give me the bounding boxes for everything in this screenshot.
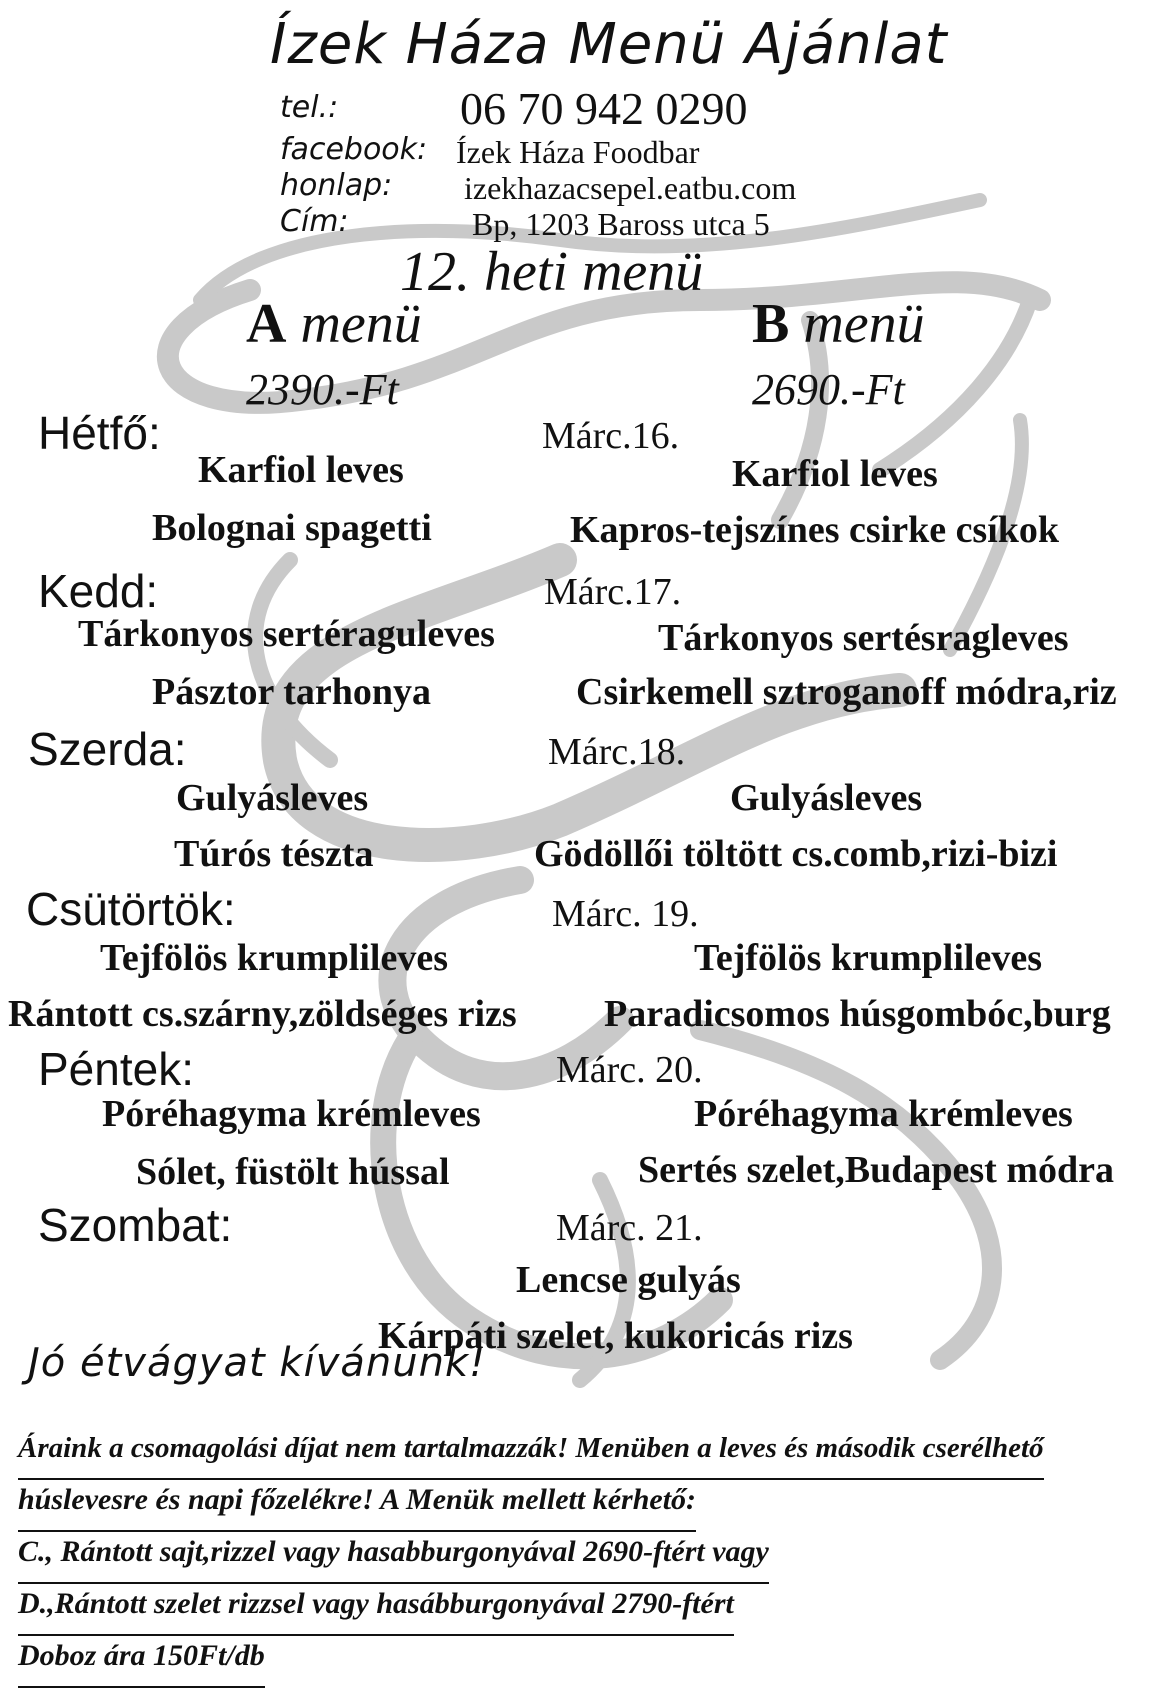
tuesday-a-main: Pásztor tarhonya: [152, 671, 431, 713]
notes-section: [18, 1428, 1176, 1688]
day-name-wednesday: Szerda:: [28, 723, 187, 775]
day-name-monday: Hétfő:: [38, 407, 161, 459]
day-date-friday: Márc. 20.: [556, 1049, 703, 1091]
monday-b-main: Kapros-tejszínes csirke csíkok: [570, 509, 1060, 551]
note-line: Doboz ára 150Ft/db: [18, 1636, 265, 1688]
contact-label-address: Cím:: [280, 204, 349, 239]
wednesday-b-soup: Gulyásleves: [730, 777, 923, 819]
thursday-b-main: Paradicsomos húsgombóc,burg: [604, 993, 1111, 1035]
week-menu-heading: 12. heti menü: [400, 241, 704, 303]
menu-b-heading: [752, 292, 925, 356]
saturday-soup: Lencse gulyás: [516, 1259, 741, 1301]
note-line: C., Rántott sajt,rizzel vagy hasabburgonyával 2690-ftért vagy: [18, 1532, 769, 1584]
wednesday-a-soup: Gulyásleves: [176, 777, 369, 819]
day-date-saturday: Márc. 21.: [556, 1207, 703, 1249]
contact-label-facebook: facebook:: [280, 132, 428, 167]
day-date-wednesday: Márc.18.: [548, 731, 686, 773]
menu-a-price: 2390.-Ft: [246, 365, 399, 414]
contact-value-tel: 06 70 942 0290: [460, 83, 748, 134]
day-date-thursday: Márc. 19.: [552, 893, 699, 935]
contact-value-website: izekhazacsepel.eatbu.com: [464, 170, 797, 206]
day-date-tuesday: Márc.17.: [544, 571, 682, 613]
wednesday-a-main: Túrós tészta: [174, 833, 374, 875]
menu-a-word: menü: [300, 293, 422, 355]
closing-greeting: Jó étvágyat kívánunk!: [28, 1340, 487, 1386]
note-line: D.,Rántott szelet rizzsel vagy hasábburgonyával 2790-ftért: [18, 1584, 734, 1636]
menu-b-letter: B: [752, 293, 790, 355]
tuesday-a-soup: Tárkonyos sertéraguleves: [78, 613, 495, 655]
wednesday-b-main: Gödöllői töltött cs.comb,rizi-bizi: [534, 833, 1058, 875]
note-line: húslevesre és napi főzelékre! A Menük mellett kérhető:: [18, 1480, 696, 1532]
menu-a-letter: A: [246, 293, 287, 355]
page-title: Ízek Háza Menü Ajánlat: [270, 12, 948, 77]
thursday-a-soup: Tejfölös krumplileves: [100, 937, 448, 979]
day-name-friday: Péntek:: [38, 1043, 194, 1095]
thursday-a-main: Rántott cs.szárny,zöldséges rizs: [8, 993, 517, 1035]
note-line: Áraink a csomagolási díjat nem tartalmazzák! Menüben a leves és második cserélhető: [18, 1428, 1044, 1480]
friday-b-soup: Póréhagyma krémleves: [694, 1093, 1073, 1135]
day-name-saturday: Szombat:: [38, 1199, 233, 1251]
contact-value-address: Bp, 1203 Baross utca 5: [472, 206, 770, 242]
thursday-b-soup: Tejfölös krumplileves: [694, 937, 1042, 979]
day-name-thursday: Csütörtök:: [26, 883, 236, 935]
friday-a-main: Sólet, füstölt hússal: [136, 1151, 450, 1193]
monday-a-main: Bolognai spagetti: [152, 507, 432, 549]
monday-b-soup: Karfiol leves: [732, 453, 938, 495]
menu-b-word: menü: [803, 293, 925, 355]
menu-b-price: 2690.-Ft: [752, 365, 905, 414]
tuesday-b-soup: Tárkonyos sertésragleves: [658, 617, 1069, 659]
menu-a-heading: [246, 292, 422, 356]
contact-label-website: honlap:: [280, 168, 393, 203]
day-name-tuesday: Kedd:: [38, 565, 159, 617]
day-date-monday: Márc.16.: [542, 415, 680, 457]
friday-a-soup: Póréhagyma krémleves: [102, 1093, 481, 1135]
monday-a-soup: Karfiol leves: [198, 449, 404, 491]
saturday-main: Kárpáti szelet, kukoricás rizs: [378, 1315, 853, 1357]
contact-value-facebook: Ízek Háza Foodbar: [456, 134, 700, 170]
tuesday-b-main: Csirkemell sztroganoff módra,riz: [576, 671, 1117, 713]
contact-label-tel: tel.:: [280, 90, 339, 125]
friday-b-main: Sertés szelet,Budapest módra: [638, 1149, 1114, 1191]
